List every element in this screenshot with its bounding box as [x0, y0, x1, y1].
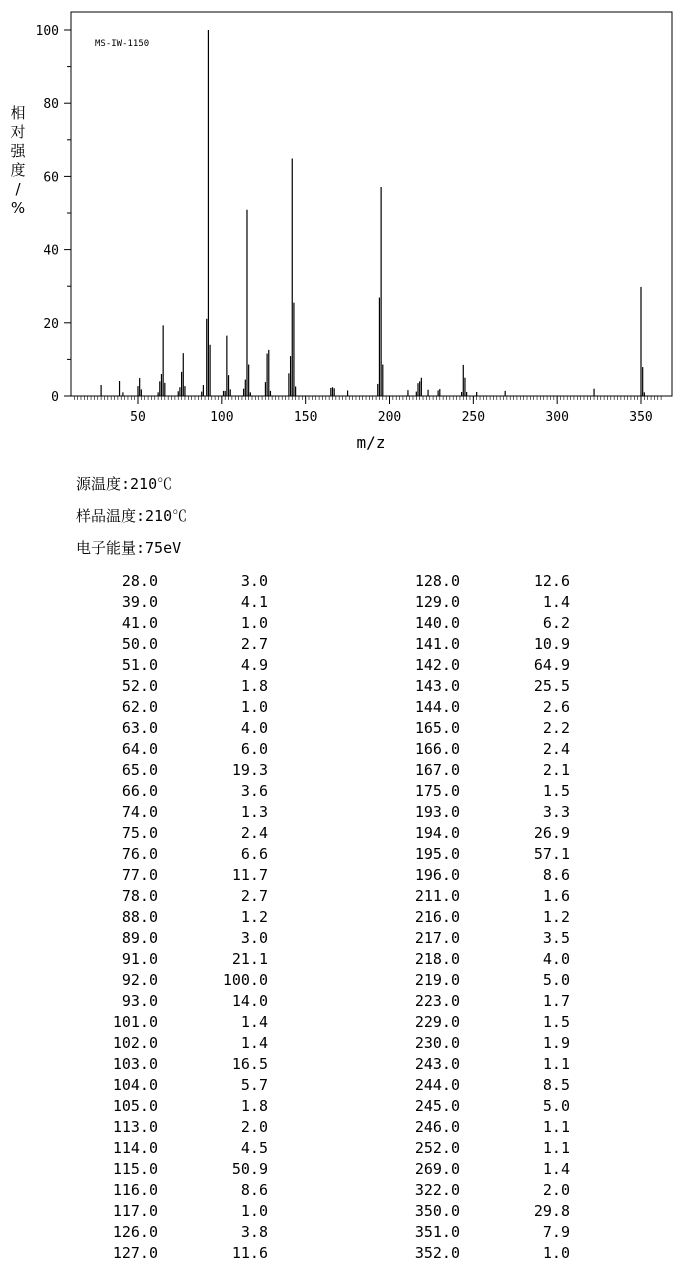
mz-value: 140.0 — [414, 614, 460, 632]
table-row — [78, 907, 278, 928]
table-row — [380, 634, 580, 655]
mz-value: 216.0 — [414, 908, 460, 926]
y-axis-label — [10, 104, 26, 217]
mz-value: 243.0 — [414, 1055, 460, 1073]
table-row — [78, 1180, 278, 1201]
abundance-value: 2.0 — [240, 1118, 268, 1136]
abundance-value: 1.4 — [240, 1034, 268, 1052]
abundance-value: 1.5 — [542, 1013, 570, 1031]
y-axis-label-text: 相对强度/ % — [10, 104, 26, 217]
mz-value: 245.0 — [414, 1097, 460, 1115]
table-row — [380, 1096, 580, 1117]
peak-series — [101, 30, 644, 396]
abundance-value: 4.0 — [542, 950, 570, 968]
mz-value: 88.0 — [121, 908, 158, 926]
abundance-value: 6.6 — [240, 845, 268, 863]
abundance-value: 5.7 — [240, 1076, 268, 1094]
mz-value: 91.0 — [121, 950, 158, 968]
mz-value: 64.0 — [121, 740, 158, 758]
mz-value: 63.0 — [121, 719, 158, 737]
table-row — [380, 907, 580, 928]
abundance-value: 3.8 — [240, 1223, 268, 1241]
mz-value: 105.0 — [112, 1097, 158, 1115]
mz-value: 322.0 — [414, 1181, 460, 1199]
y-tick-label: 100 — [35, 24, 59, 39]
abundance-value: 26.9 — [533, 824, 570, 842]
mz-value: 50.0 — [121, 635, 158, 653]
abundance-value: 12.6 — [533, 572, 570, 590]
abundance-value: 1.8 — [240, 677, 268, 695]
mz-value: 113.0 — [112, 1118, 158, 1136]
mz-value: 101.0 — [112, 1013, 158, 1031]
mz-value: 166.0 — [414, 740, 460, 758]
table-row — [380, 571, 580, 592]
table-row — [380, 928, 580, 949]
mz-value: 144.0 — [414, 698, 460, 716]
chart-title: MS-IW-1150 — [95, 39, 150, 49]
table-row — [380, 781, 580, 802]
abundance-value: 8.6 — [542, 866, 570, 884]
abundance-value: 16.5 — [231, 1055, 268, 1073]
table-row — [380, 1222, 580, 1243]
abundance-value: 2.6 — [542, 698, 570, 716]
mz-value: 52.0 — [121, 677, 158, 695]
mz-value: 74.0 — [121, 803, 158, 821]
y-tick-label: 0 — [51, 390, 59, 405]
table-row — [78, 1096, 278, 1117]
table-row — [78, 1054, 278, 1075]
table-row — [78, 1138, 278, 1159]
peak-table-right — [380, 571, 580, 1264]
table-row — [78, 760, 278, 781]
mz-value: 142.0 — [414, 656, 460, 674]
mass-spectrum-chart — [0, 0, 680, 460]
table-row — [78, 697, 278, 718]
table-row — [380, 697, 580, 718]
x-tick-label: 50 — [130, 410, 146, 425]
abundance-value: 1.1 — [542, 1118, 570, 1136]
abundance-value: 100.0 — [222, 971, 268, 989]
table-row — [78, 739, 278, 760]
table-row — [380, 823, 580, 844]
abundance-value: 14.0 — [231, 992, 268, 1010]
mz-value: 246.0 — [414, 1118, 460, 1136]
mz-value: 76.0 — [121, 845, 158, 863]
abundance-value: 1.0 — [240, 698, 268, 716]
abundance-value: 4.9 — [240, 656, 268, 674]
table-row — [380, 991, 580, 1012]
mz-value: 102.0 — [112, 1034, 158, 1052]
abundance-value: 1.1 — [542, 1055, 570, 1073]
sample-temperature: 样品温度:210℃ — [76, 507, 188, 525]
mz-value: 229.0 — [414, 1013, 460, 1031]
table-row — [78, 655, 278, 676]
table-row — [380, 1012, 580, 1033]
abundance-value: 2.4 — [542, 740, 570, 758]
abundance-value: 1.6 — [542, 887, 570, 905]
abundance-value: 5.0 — [542, 971, 570, 989]
electron-energy: 电子能量:75eV — [76, 539, 182, 557]
abundance-value: 2.2 — [542, 719, 570, 737]
mz-value: 75.0 — [121, 824, 158, 842]
table-row — [380, 592, 580, 613]
abundance-value: 3.6 — [240, 782, 268, 800]
abundance-value: 4.0 — [240, 719, 268, 737]
abundance-value: 1.4 — [542, 593, 570, 611]
x-tick-label: 150 — [293, 410, 318, 425]
mz-value: 93.0 — [121, 992, 158, 1010]
mz-value: 78.0 — [121, 887, 158, 905]
abundance-value: 4.1 — [240, 593, 268, 611]
abundance-value: 2.0 — [542, 1181, 570, 1199]
abundance-value: 1.4 — [240, 1013, 268, 1031]
table-row — [78, 676, 278, 697]
table-row — [380, 1180, 580, 1201]
abundance-value: 1.4 — [542, 1160, 570, 1178]
mz-value: 129.0 — [414, 593, 460, 611]
x-minor-ticks — [74, 396, 661, 400]
x-axis-label: m/z — [356, 433, 386, 452]
table-row — [78, 781, 278, 802]
table-row — [380, 1138, 580, 1159]
abundance-value: 8.5 — [542, 1076, 570, 1094]
x-tick-label: 200 — [377, 410, 402, 425]
table-row — [380, 613, 580, 634]
abundance-value: 1.8 — [240, 1097, 268, 1115]
abundance-value: 11.7 — [231, 866, 268, 884]
mz-value: 89.0 — [121, 929, 158, 947]
mz-value: 196.0 — [414, 866, 460, 884]
abundance-value: 3.0 — [240, 572, 268, 590]
mz-value: 165.0 — [414, 719, 460, 737]
abundance-value: 3.0 — [240, 929, 268, 947]
abundance-value: 5.0 — [542, 1097, 570, 1115]
mz-value: 193.0 — [414, 803, 460, 821]
mz-value: 117.0 — [112, 1202, 158, 1220]
abundance-value: 1.0 — [542, 1244, 570, 1262]
table-row — [78, 844, 278, 865]
table-row — [78, 1033, 278, 1054]
source-temperature: 源温度:210℃ — [76, 475, 173, 493]
abundance-value: 2.1 — [542, 761, 570, 779]
mz-value: 211.0 — [414, 887, 460, 905]
mz-value: 39.0 — [121, 593, 158, 611]
abundance-value: 57.1 — [533, 845, 570, 863]
mz-value: 41.0 — [121, 614, 158, 632]
mz-value: 223.0 — [414, 992, 460, 1010]
table-row — [78, 1117, 278, 1138]
mz-value: 244.0 — [414, 1076, 460, 1094]
table-row — [380, 970, 580, 991]
mz-value: 167.0 — [414, 761, 460, 779]
table-row — [78, 1222, 278, 1243]
mz-value: 217.0 — [414, 929, 460, 947]
table-row — [78, 1012, 278, 1033]
table-row — [380, 1054, 580, 1075]
table-row — [78, 886, 278, 907]
mz-value: 252.0 — [414, 1139, 460, 1157]
table-row — [380, 1075, 580, 1096]
abundance-value: 3.3 — [542, 803, 570, 821]
mz-value: 352.0 — [414, 1244, 460, 1262]
mz-value: 219.0 — [414, 971, 460, 989]
mz-value: 126.0 — [112, 1223, 158, 1241]
table-row — [78, 970, 278, 991]
table-row — [78, 1159, 278, 1180]
mz-value: 103.0 — [112, 1055, 158, 1073]
mz-value: 51.0 — [121, 656, 158, 674]
table-row — [380, 886, 580, 907]
table-row — [380, 739, 580, 760]
table-row — [380, 802, 580, 823]
table-row — [78, 634, 278, 655]
mz-value: 194.0 — [414, 824, 460, 842]
y-tick-label: 40 — [43, 243, 59, 259]
mz-value: 218.0 — [414, 950, 460, 968]
table-row — [78, 865, 278, 886]
x-tick-label: 100 — [210, 410, 234, 425]
abundance-value: 4.5 — [240, 1139, 268, 1157]
abundance-value: 6.0 — [240, 740, 268, 758]
abundance-value: 1.7 — [542, 992, 570, 1010]
table-row — [380, 718, 580, 739]
abundance-value: 3.5 — [542, 929, 570, 947]
table-row — [380, 1201, 580, 1222]
table-row — [380, 1117, 580, 1138]
abundance-value: 1.5 — [542, 782, 570, 800]
table-row — [380, 1033, 580, 1054]
table-row — [78, 1075, 278, 1096]
table-row — [78, 718, 278, 739]
table-row — [78, 1201, 278, 1222]
abundance-value: 1.0 — [240, 1202, 268, 1220]
abundance-value: 6.2 — [542, 614, 570, 632]
mz-value: 92.0 — [121, 971, 158, 989]
mz-value: 77.0 — [121, 866, 158, 884]
table-row — [78, 823, 278, 844]
abundance-value: 11.6 — [231, 1244, 268, 1262]
mz-value: 351.0 — [414, 1223, 460, 1241]
table-row — [380, 655, 580, 676]
table-row — [380, 844, 580, 865]
mz-value: 66.0 — [121, 782, 158, 800]
mz-value: 62.0 — [121, 698, 158, 716]
mz-value: 141.0 — [414, 635, 460, 653]
table-row — [380, 676, 580, 697]
abundance-value: 2.4 — [240, 824, 268, 842]
abundance-value: 19.3 — [231, 761, 268, 779]
abundance-value: 21.1 — [231, 950, 268, 968]
table-row — [380, 1159, 580, 1180]
x-tick-label: 300 — [545, 410, 569, 425]
abundance-value: 10.9 — [533, 635, 570, 653]
y-axis — [36, 24, 71, 405]
mz-value: 175.0 — [414, 782, 460, 800]
peak-table-left — [78, 571, 278, 1264]
mz-value: 28.0 — [121, 572, 158, 590]
abundance-value: 1.9 — [542, 1034, 570, 1052]
x-tick-label: 250 — [461, 410, 486, 425]
mz-value: 230.0 — [414, 1034, 460, 1052]
abundance-value: 2.7 — [240, 887, 268, 905]
table-row — [78, 991, 278, 1012]
mz-value: 114.0 — [112, 1139, 158, 1157]
table-row — [78, 802, 278, 823]
mz-value: 350.0 — [414, 1202, 460, 1220]
table-row — [78, 613, 278, 634]
table-row — [78, 571, 278, 592]
table-row — [78, 949, 278, 970]
x-tick-label: 350 — [629, 410, 653, 425]
y-tick-label: 80 — [43, 97, 59, 113]
abundance-value: 29.8 — [533, 1202, 570, 1220]
abundance-value: 8.6 — [240, 1181, 268, 1199]
mz-value: 65.0 — [121, 761, 158, 779]
table-row — [380, 949, 580, 970]
plot-frame — [71, 12, 672, 396]
abundance-value: 1.2 — [542, 908, 570, 926]
table-row — [78, 592, 278, 613]
mz-value: 195.0 — [414, 845, 460, 863]
abundance-value: 50.9 — [231, 1160, 268, 1178]
abundance-value: 7.9 — [542, 1223, 570, 1241]
mz-value: 116.0 — [112, 1181, 158, 1199]
mz-value: 104.0 — [112, 1076, 158, 1094]
abundance-value: 2.7 — [240, 635, 268, 653]
mz-value: 269.0 — [414, 1160, 460, 1178]
x-axis — [130, 396, 653, 425]
abundance-value: 1.3 — [240, 803, 268, 821]
table-row — [78, 928, 278, 949]
abundance-value: 1.1 — [542, 1139, 570, 1157]
abundance-value: 1.2 — [240, 908, 268, 926]
abundance-value: 25.5 — [533, 677, 570, 695]
table-row — [380, 865, 580, 886]
abundance-value: 1.0 — [240, 614, 268, 632]
mz-value: 143.0 — [414, 677, 460, 695]
mz-value: 127.0 — [112, 1244, 158, 1262]
mz-value: 115.0 — [112, 1160, 158, 1178]
table-row — [380, 760, 580, 781]
y-tick-label: 60 — [43, 170, 59, 186]
y-tick-label: 20 — [43, 316, 59, 332]
mz-value: 128.0 — [414, 572, 460, 590]
abundance-value: 64.9 — [533, 656, 570, 674]
